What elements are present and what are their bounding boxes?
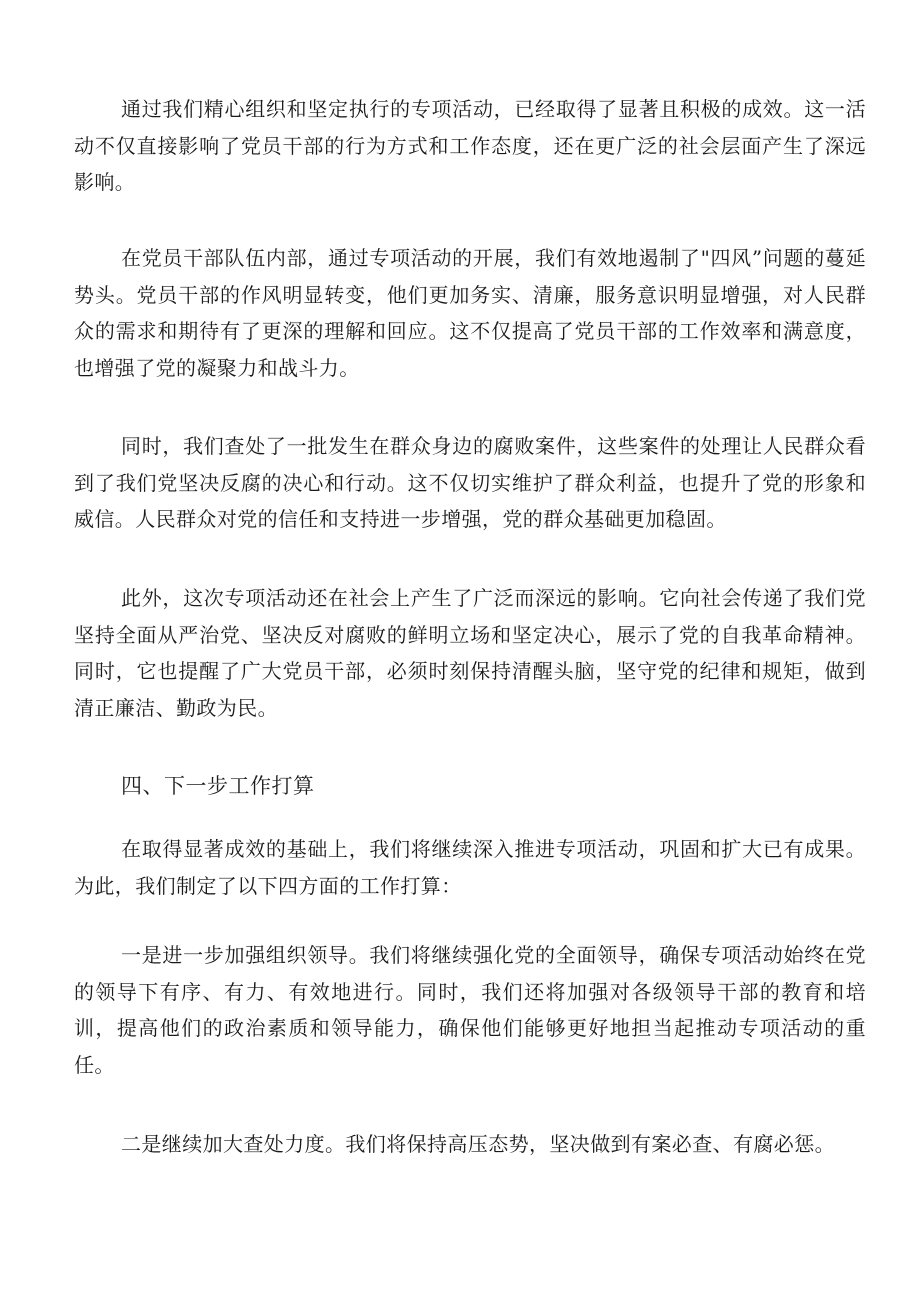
paragraph-next-steps-intro: 在取得显著成效的基础上，我们将继续深入推进专项活动，巩固和扩大已有成果。为此，我们制定了以下四方面的工作打算：	[74, 837, 866, 898]
paragraph-plan-two: 二是继续加大查处力度。我们将保持高压态势，坚决做到有案必查、有腐必惩。	[121, 1132, 835, 1156]
paragraph-social-impact: 此外，这次专项活动还在社会上产生了广泛而深远的影响。它向社会传递了我们党坚持全面从严治党、坚决反对腐败的鲜明立场和坚定决心，展示了党的自我革命精神。同时，它也提醒了广大党员干部，必须时刻保持清醒头脑，坚守党的纪律和规矩，做到清正廉洁、勤政为民。	[74, 586, 866, 720]
section-heading: 四、下一步工作打算	[121, 774, 315, 798]
paragraph-plan-one: 一是进一步加强组织领导。我们将继续强化党的全面领导，确保专项活动始终在党的领导下有序、有力、有效地进行。同时，我们还将加强对各级领导干部的教育和培训，提高他们的政治素质和领导能力，确保他们能够更好地担当起推动专项活动的重任。	[74, 943, 866, 1077]
paragraph-corruption-cases: 同时，我们查处了一批发生在群众身边的腐败案件，这些案件的处理让人民群众看到了我们党坚决反腐的决心和行动。这不仅切实维护了群众利益，也提升了党的形象和威信。人民群众对党的信任和支持进一步增强，党的群众基础更加稳固。	[74, 434, 866, 531]
paragraph-achievements: 通过我们精心组织和坚定执行的专项活动，已经取得了显著且积极的成效。这一活动不仅直接影响了党员干部的行为方式和工作态度，还在更广泛的社会层面产生了深远影响。	[74, 97, 866, 194]
paragraph-cadre-team: 在党员干部队伍内部，通过专项活动的开展，我们有效地遏制了"四风”问题的蔓延势头。党员干部的作风明显转变，他们更加务实、清廉，服务意识明显增强，对人民群众的需求和期待有了更深的理解和回应。这不仅提高了党员干部的工作效率和满意度，也增强了党的凝聚力和战斗力。	[74, 246, 866, 380]
